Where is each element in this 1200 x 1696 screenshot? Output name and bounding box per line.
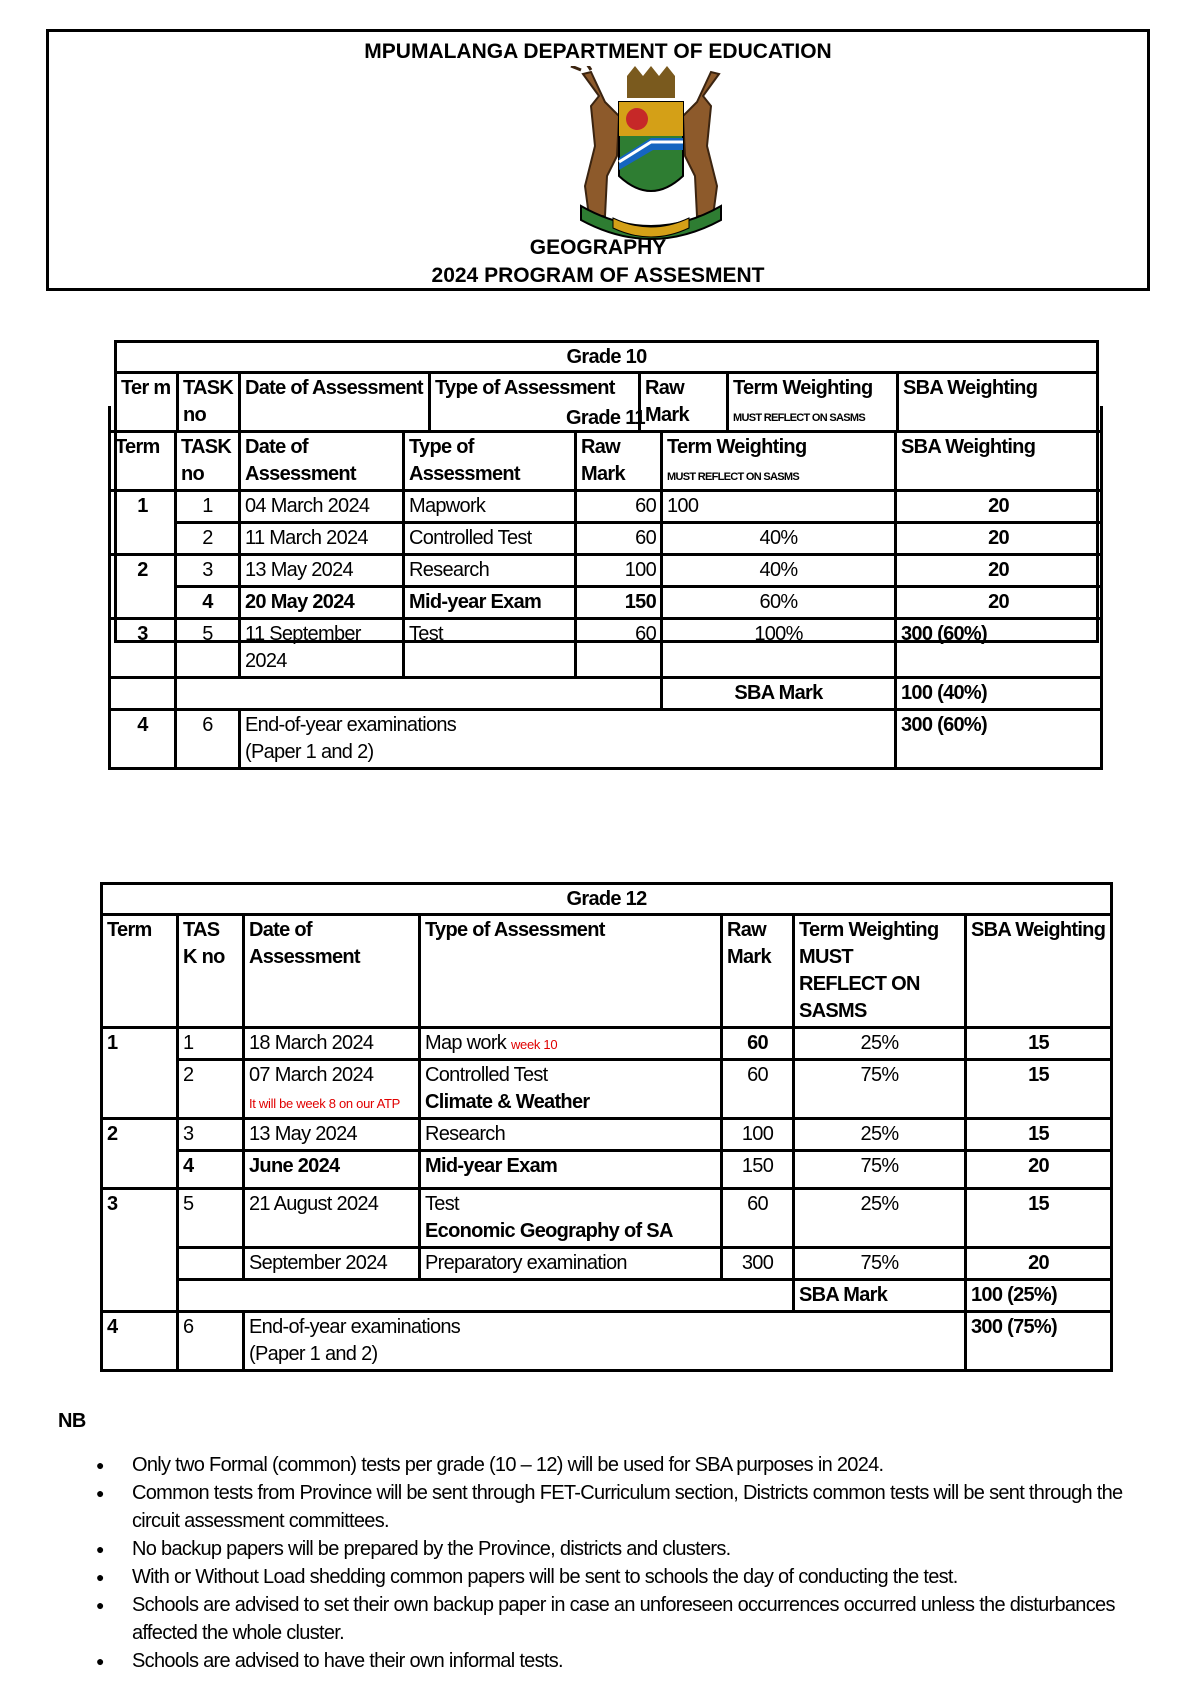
- g11-row-raw: 60: [576, 619, 662, 678]
- g10-header-raw: Raw Mark: [640, 373, 728, 432]
- nb-section: [58, 1410, 1148, 1675]
- g12-row-date: September 2024: [244, 1248, 420, 1280]
- header-box: [46, 29, 1150, 291]
- g11-row-tw: 100%: [662, 619, 896, 678]
- g12-row-task: 4: [178, 1151, 244, 1189]
- g12-header-sba: SBA Weighting: [966, 915, 1112, 1028]
- g11-header-date: Date of Assessment: [240, 432, 404, 491]
- g11-row-term: 1: [110, 491, 176, 555]
- g12-header-type: Type of Assessment: [420, 915, 722, 1028]
- g11-final-task: 6: [176, 710, 240, 769]
- g11-row-tw: 40%: [662, 523, 896, 555]
- g11-header-type: Type of Assessment: [404, 432, 576, 491]
- g12-row-raw: 150: [722, 1151, 794, 1189]
- g11-row-sba: 20: [896, 491, 1102, 523]
- nb-item: ● Schools are advised to have their own informal tests.: [132, 1647, 1148, 1675]
- g11-row-tw: 40%: [662, 555, 896, 587]
- g12-header-tw-label: Term Weighting: [799, 919, 939, 941]
- g12-row-type: Research: [420, 1119, 722, 1151]
- g12-final-value: 300 (75%): [966, 1312, 1112, 1371]
- grade12-title: Grade 12: [102, 884, 1112, 915]
- g12-row-date: 18 March 2024: [244, 1028, 420, 1060]
- g12-row-date: 21 August 2024: [244, 1189, 420, 1248]
- g11-row-term: 2: [110, 555, 176, 619]
- g12-row-sba: 20: [966, 1151, 1112, 1189]
- subject-title: GEOGRAPHY: [529, 236, 667, 259]
- g11-header-term-weighting: [662, 432, 896, 491]
- g11-header-task: TASK no: [176, 432, 240, 491]
- g11-header-tw-label: Term Weighting: [667, 436, 807, 458]
- g11-row-task: 5: [176, 619, 240, 678]
- g11-row-type: Research: [404, 555, 576, 587]
- g12-row-sba: 15: [966, 1060, 1112, 1119]
- g11-final-value: 300 (60%): [896, 710, 1102, 769]
- g10-header-type: Type of Assessment: [430, 373, 640, 432]
- g12-row-raw: 60: [722, 1060, 794, 1119]
- nb-item: ● Common tests from Province will be sent through FET-Curriculum section, Districts common tests will be sent through the circuit assessment committees.: [132, 1479, 1148, 1535]
- g11-final-desc-1: End-of-year examinations: [245, 714, 457, 736]
- g11-header-term: Term: [110, 432, 176, 491]
- g12-final-task: 6: [178, 1312, 244, 1371]
- g12-final-desc-2: (Paper 1 and 2): [249, 1343, 378, 1365]
- g12-row-task: 1: [178, 1028, 244, 1060]
- g12-row-type-label: Map work: [425, 1032, 507, 1054]
- g12-row-date: 13 May 2024: [244, 1119, 420, 1151]
- g12-row-sba: 20: [966, 1248, 1112, 1280]
- g11-final-desc: [240, 710, 896, 769]
- g10-header-date: Date of Assessment: [240, 373, 430, 432]
- program-title: 2024 PROGRAM OF ASSESMENT: [431, 264, 765, 287]
- nb-list: [58, 1451, 1148, 1675]
- g11-row-task: 3: [176, 555, 240, 587]
- g11-row-sba: 300 (60%): [896, 619, 1102, 678]
- g11-sba-mark-value: 100 (40%): [896, 678, 1102, 710]
- g12-row-raw: 300: [722, 1248, 794, 1280]
- g12-row-type: [420, 1189, 722, 1248]
- g10-header-sba: SBA Weighting: [898, 373, 1098, 432]
- g12-header-term-weighting: [794, 915, 966, 1028]
- grade11-title: Grade 11: [110, 406, 1102, 432]
- g12-row-term: 2: [102, 1119, 178, 1189]
- g10-header-tw-label: Term Weighting: [733, 377, 873, 399]
- g12-sba-mark-label: SBA Mark: [794, 1280, 966, 1312]
- g12-row-tw: 75%: [794, 1060, 966, 1119]
- g11-header-raw: Raw Mark: [576, 432, 662, 491]
- g12-final-desc-1: End-of-year examinations: [249, 1316, 461, 1338]
- g12-row-sba: 15: [966, 1119, 1112, 1151]
- nb-item: ● With or Without Load shedding common papers will be sent to schools the day of conducting the test.: [132, 1563, 1148, 1591]
- g12-row-term: 1: [102, 1028, 178, 1119]
- g12-row-sba: 15: [966, 1189, 1112, 1248]
- g12-header-task: TAS K no: [178, 915, 244, 1028]
- g10-header-term: Ter m: [116, 373, 178, 432]
- g12-row-raw: 100: [722, 1119, 794, 1151]
- g11-header-sba: SBA Weighting: [896, 432, 1102, 491]
- nb-label: NB: [58, 1410, 86, 1432]
- g12-row-task: 2: [178, 1060, 244, 1119]
- g11-row-date: 04 March 2024: [240, 491, 404, 523]
- g11-row-tw: 100: [662, 491, 896, 523]
- g11-row-date: 11 March 2024: [240, 523, 404, 555]
- g11-row-type: Test: [404, 619, 576, 678]
- g12-row-sba: 15: [966, 1028, 1112, 1060]
- grade11-table: [108, 406, 1103, 770]
- g12-row-tw: 75%: [794, 1151, 966, 1189]
- g12-row-raw: 60: [722, 1028, 794, 1060]
- g12-row-type: Preparatory examination: [420, 1248, 722, 1280]
- g12-header-raw: Raw Mark: [722, 915, 794, 1028]
- g12-sba-mark-value: 100 (25%): [966, 1280, 1112, 1312]
- g11-row-raw: 150: [576, 587, 662, 619]
- nb-item: ● Only two Formal (common) tests per grade (10 – 12) will be used for SBA purposes in 2024.: [132, 1451, 1148, 1479]
- g11-row-task: 4: [176, 587, 240, 619]
- g12-row-date-label: 07 March 2024: [249, 1064, 374, 1086]
- g12-row-type-topic: Climate & Weather: [425, 1091, 590, 1113]
- nb-item: ● No backup papers will be prepared by the Province, districts and clusters.: [132, 1535, 1148, 1563]
- g11-row-type: Controlled Test: [404, 523, 576, 555]
- g11-final-desc-2: (Paper 1 and 2): [245, 741, 374, 763]
- grade12-table: [100, 882, 1113, 1372]
- g12-row-type: [420, 1028, 722, 1060]
- g11-row-raw: 60: [576, 491, 662, 523]
- g11-sba-spacer: [110, 678, 176, 710]
- g12-row-tw: 25%: [794, 1119, 966, 1151]
- g12-row-type-label: Controlled Test: [425, 1064, 548, 1086]
- g11-row-sba: 20: [896, 587, 1102, 619]
- g11-row-raw: 60: [576, 523, 662, 555]
- g12-row-type-label: Test: [425, 1193, 459, 1215]
- g11-row-sba: 20: [896, 555, 1102, 587]
- g11-row-term: 3: [110, 619, 176, 678]
- g12-row-tw: 25%: [794, 1028, 966, 1060]
- g12-row-tw: 75%: [794, 1248, 966, 1280]
- g12-row-type: Mid-year Exam: [420, 1151, 722, 1189]
- g11-row-tw: 60%: [662, 587, 896, 619]
- g11-final-term: 4: [110, 710, 176, 769]
- g12-final-desc: [244, 1312, 966, 1371]
- g12-row-type-topic: Economic Geography of SA: [425, 1220, 673, 1242]
- g11-header-tw-note: MUST REFLECT ON SASMS: [667, 471, 799, 483]
- g12-row-term: 3: [102, 1189, 178, 1280]
- g11-row-task: 1: [176, 491, 240, 523]
- g12-row-type: [420, 1060, 722, 1119]
- g11-row-type: Mid-year Exam: [404, 587, 576, 619]
- g12-row-tw: 25%: [794, 1189, 966, 1248]
- g11-row-date: 20 May 2024: [240, 587, 404, 619]
- g12-row-date: [244, 1060, 420, 1119]
- g12-sba-spacer: [102, 1280, 178, 1312]
- g11-sba-spacer: [176, 678, 662, 710]
- g12-row-date: June 2024: [244, 1151, 420, 1189]
- g12-header-tw-note: MUST REFLECT ON SASMS: [799, 946, 920, 1022]
- g10-header-task: TASK no: [178, 373, 240, 432]
- g11-row-raw: 100: [576, 555, 662, 587]
- g11-row-date: 13 May 2024: [240, 555, 404, 587]
- g12-header-term: Term: [102, 915, 178, 1028]
- g12-row-raw: 60: [722, 1189, 794, 1248]
- g12-row-date-note: It will be week 8 on our ATP: [249, 1096, 401, 1111]
- coat-of-arms-logo: [561, 66, 741, 256]
- g11-row-task: 2: [176, 523, 240, 555]
- department-title: MPUMALANGA DEPARTMENT OF EDUCATION: [364, 40, 832, 63]
- g11-row-type: Mapwork: [404, 491, 576, 523]
- g12-final-term: 4: [102, 1312, 178, 1371]
- g12-row-task: 5: [178, 1189, 244, 1248]
- g11-sba-mark-label: SBA Mark: [662, 678, 896, 710]
- g12-row-task: 3: [178, 1119, 244, 1151]
- g12-sba-spacer: [178, 1280, 794, 1312]
- g11-row-date: 11 September 2024: [240, 619, 404, 678]
- g12-row-type-note: week 10: [510, 1037, 558, 1052]
- g12-header-date: Date of Assessment: [244, 915, 420, 1028]
- nb-item: ● Schools are advised to set their own backup paper in case an unforeseen occurrences occurred unless the disturbances affected the whole cluster.: [132, 1591, 1148, 1647]
- g12-row-task: [178, 1248, 244, 1280]
- g10-header-tw-note: MUST REFLECT ON SASMS: [733, 412, 865, 424]
- g11-row-sba: 20: [896, 523, 1102, 555]
- grade10-title: Grade 10: [116, 342, 1098, 373]
